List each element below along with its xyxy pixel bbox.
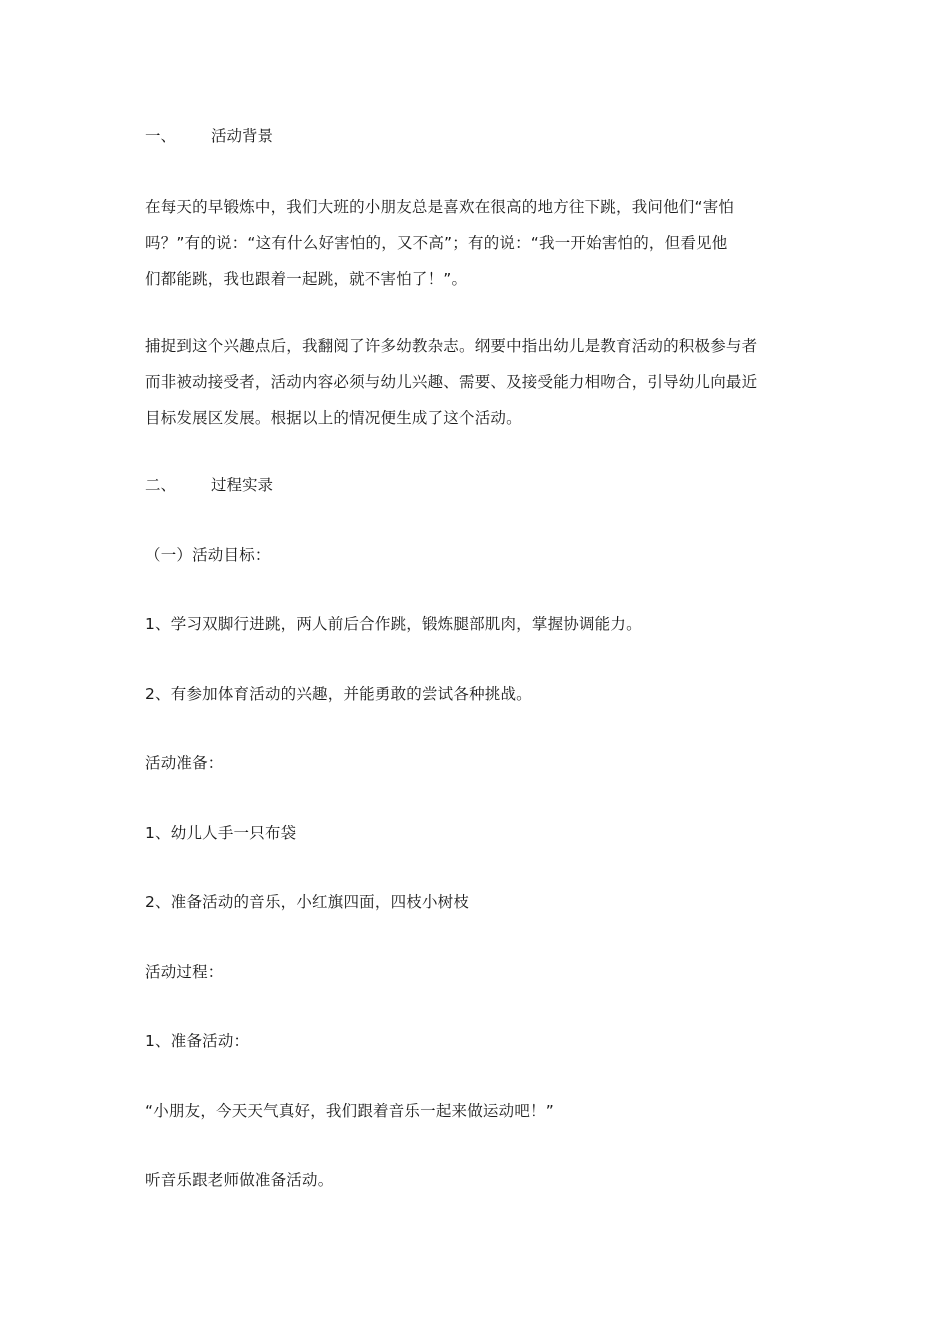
prep-item-1: 1、幼儿人手一只布袋 — [145, 824, 297, 842]
process-heading: 活动过程： — [145, 963, 224, 981]
paragraph-line: 而非被动接受者，活动内容必须与幼儿兴趣、需要、及接受能力相吻合，引导幼儿向最近 — [145, 373, 758, 391]
goal-item-2: 2、有参加体育活动的兴趣，并能勇敢的尝试各种挑战。 — [145, 685, 532, 703]
prep-item-2: 2、准备活动的音乐，小红旗四面，四枝小树枝 — [145, 893, 470, 911]
section-title: 过程实录 — [211, 476, 274, 494]
goals-heading: （一）活动目标： — [145, 546, 271, 564]
goal-item-1: 1、学习双脚行进跳，两人前后合作跳，锻炼腿部肌肉，掌握协调能力。 — [145, 615, 642, 633]
closing-text: 听音乐跟老师做准备活动。 — [145, 1171, 334, 1189]
process-item-1: 1、准备活动： — [145, 1032, 250, 1050]
paragraph-line: 在每天的早锻炼中，我们大班的小朋友总是喜欢在很高的地方往下跳，我问他们“害怕 — [145, 198, 735, 216]
quote-text: “小朋友，今天天气真好，我们跟着音乐一起来做运动吧！” — [145, 1102, 554, 1120]
paragraph-background-1 — [145, 189, 810, 297]
section-title: 活动背景 — [211, 127, 274, 145]
section-heading-process — [145, 475, 273, 495]
paragraph-line: 们都能跳，我也跟着一起跳，就不害怕了！”。 — [145, 270, 468, 288]
section-heading-background — [145, 126, 273, 146]
paragraph-background-2 — [145, 328, 810, 436]
section-number: 二、 — [145, 476, 177, 494]
prep-heading: 活动准备： — [145, 754, 224, 772]
paragraph-line: 吗？”有的说：“这有什么好害怕的，又不高”；有的说：“我一开始害怕的，但看见他 — [145, 234, 728, 252]
paragraph-line: 捕捉到这个兴趣点后，我翻阅了许多幼教杂志。纲要中指出幼儿是教育活动的积极参与者 — [145, 337, 758, 355]
section-number: 一、 — [145, 127, 177, 145]
paragraph-line: 目标发展区发展。根据以上的情况便生成了这个活动。 — [145, 409, 522, 427]
